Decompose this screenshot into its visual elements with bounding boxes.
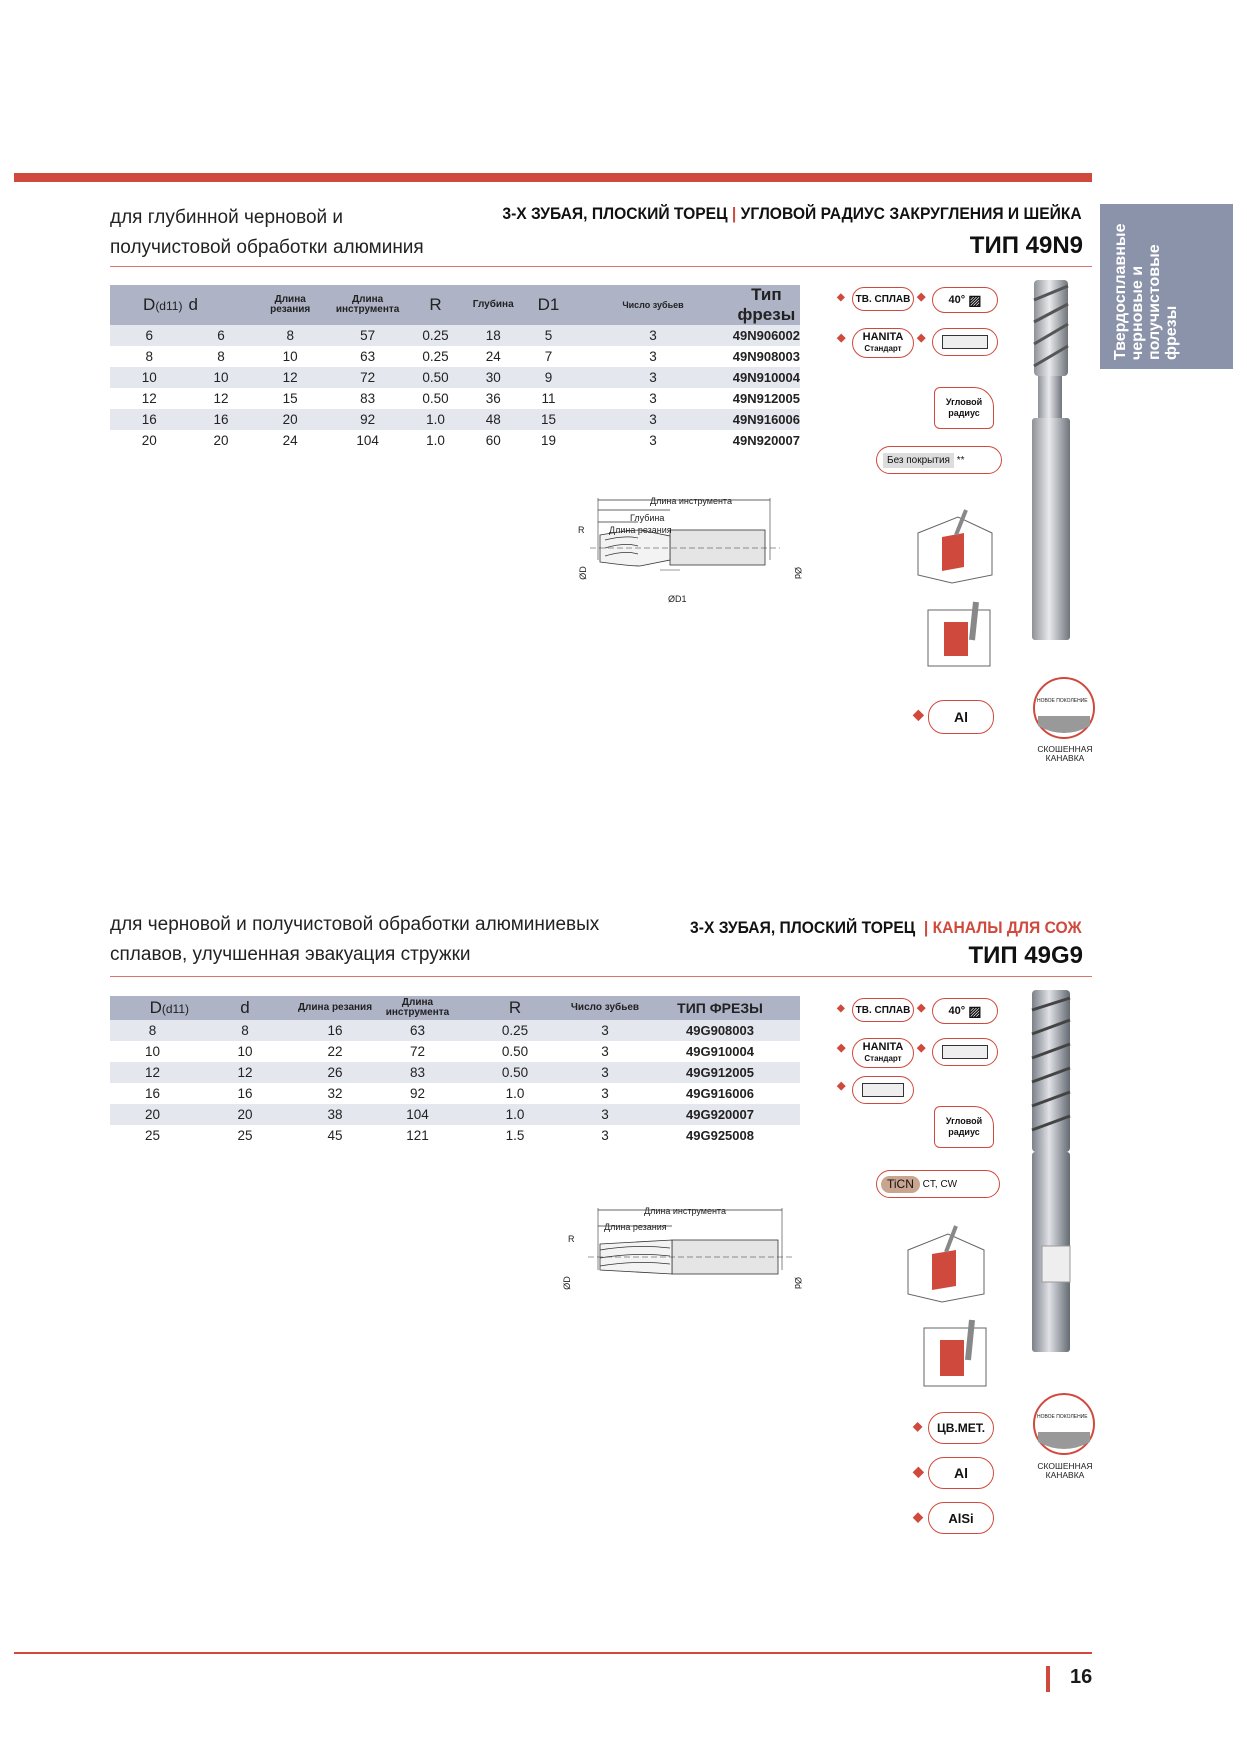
table-cell: 16	[295, 1020, 375, 1041]
product-code-cell: 49N916006	[733, 409, 800, 430]
groove1-top-label: НОВОЕ ПОКОЛЕНИЕ	[1037, 698, 1088, 704]
table-cell: 0.50	[408, 388, 462, 409]
product-code-cell: 49G910004	[640, 1041, 800, 1062]
table-cell: 1.0	[408, 409, 462, 430]
diagram2-len-cut-label: Длина резания	[604, 1222, 667, 1232]
application-icon-1	[908, 505, 996, 585]
section2-table	[110, 996, 800, 1146]
table-cell: 0.25	[408, 325, 462, 346]
section1-rule	[110, 266, 1092, 267]
material-al-badge: ◆ Al	[928, 700, 994, 734]
section2-type-label: ТИП 49G9	[968, 942, 1083, 969]
shank-coolant-badge: ◆	[932, 1038, 998, 1066]
section1-type-label: ТИП 49N9	[969, 232, 1083, 259]
table-cell: 25	[195, 1125, 295, 1146]
diagram2-r-label: R	[568, 1234, 575, 1244]
table-cell: 9	[524, 367, 573, 388]
application-icon-3	[898, 1222, 988, 1304]
table-cell: 83	[327, 388, 408, 409]
section2-heading: 3-Х ЗУБАЯ, ПЛОСКИЙ ТОРЕЦ | КАНАЛЫ ДЛЯ СОЖ	[690, 918, 1082, 937]
table-row	[110, 325, 800, 346]
product-code-cell: 49G912005	[640, 1062, 800, 1083]
table-cell: 10	[195, 1041, 295, 1062]
table-cell: 3	[573, 388, 733, 409]
table-cell: 3	[573, 325, 733, 346]
section1-table-header: D(d11) d Длина резания Длина инструмента R Глубина D1 Число зубьев Тип фрезы	[110, 285, 800, 325]
application-icon-4	[916, 1318, 996, 1392]
table-cell: 8	[110, 346, 188, 367]
table-cell: 57	[327, 325, 408, 346]
table-cell: 12	[195, 1062, 295, 1083]
table-cell: 20	[110, 1104, 195, 1125]
table-cell: 3	[573, 367, 733, 388]
table-cell: 1.0	[460, 1104, 570, 1125]
table-cell: 11	[524, 388, 573, 409]
page-number: 16	[1070, 1666, 1093, 1688]
section1-tool-image	[1020, 280, 1090, 652]
side-tab-text: Твердосплавные черновые и получистовые фрезы	[1112, 223, 1180, 360]
table-cell: 72	[327, 367, 408, 388]
table-cell: 60	[463, 430, 524, 451]
table-cell: 18	[463, 325, 524, 346]
diagram1-r-label: R	[578, 525, 585, 535]
table-cell: 0.50	[460, 1062, 570, 1083]
product-code-cell: 49G925008	[640, 1125, 800, 1146]
table-cell: 7	[524, 346, 573, 367]
table-row	[110, 1041, 800, 1062]
table-cell: 104	[327, 430, 408, 451]
table-cell: 10	[110, 1041, 195, 1062]
table-cell: 8	[195, 1020, 295, 1041]
table-cell: 38	[295, 1104, 375, 1125]
section2-tool-image	[1020, 990, 1090, 1362]
table-cell: 0.50	[408, 367, 462, 388]
table-cell: 20	[110, 430, 188, 451]
table-cell: 1.5	[460, 1125, 570, 1146]
diagram1-len-cut-label: Длина резания	[609, 525, 672, 535]
table-row	[110, 388, 800, 409]
table-cell: 121	[375, 1125, 460, 1146]
table-cell: 12	[188, 388, 253, 409]
table-cell: 16	[110, 1083, 195, 1104]
helix-angle-badge: ◆ 40° ▨	[932, 287, 998, 313]
bottom-accent-bar	[14, 1652, 1092, 1654]
product-code-cell: 49G908003	[640, 1020, 800, 1041]
section1-table	[110, 285, 800, 451]
shank-badge: ◆	[932, 328, 998, 356]
table-cell: 10	[110, 367, 188, 388]
table-row	[110, 409, 800, 430]
table-cell: 3	[573, 346, 733, 367]
shank-badge-2: ◆	[852, 1076, 914, 1104]
table-cell: 3	[570, 1125, 640, 1146]
application-icon-2	[920, 600, 1000, 672]
groove-icon-2	[1032, 1388, 1096, 1458]
table-cell: 30	[463, 367, 524, 388]
groove2-top-label: НОВОЕ ПОКОЛЕНИЕ	[1037, 1414, 1088, 1420]
groove2-caption: СКОШЕННАЯ КАНАВКА	[1037, 1461, 1093, 1480]
section2-table-header: D(d11) d Длина резания Длина инструмента R Число зубьев ТИП ФРЕЗЫ	[110, 996, 800, 1020]
material-alsi-badge: ◆ AlSi	[928, 1502, 994, 1534]
table-cell: 3	[570, 1020, 640, 1041]
table-cell: 1.0	[408, 430, 462, 451]
product-code-cell: 49N910004	[733, 367, 800, 388]
section1-tool-diagram	[570, 490, 810, 605]
groove1-caption: СКОШЕННАЯ КАНАВКА	[1037, 744, 1093, 763]
material-al-badge-2: ◆ Al	[928, 1457, 994, 1489]
diagram2-d-right-label: Ød	[793, 1276, 804, 1290]
material-nonferrous-badge: ◆ ЦВ.МЕТ.	[928, 1412, 994, 1444]
table-cell: 3	[573, 409, 733, 430]
helix-angle-badge-2: ◆ 40° ▨	[932, 998, 998, 1024]
table-cell: 3	[570, 1083, 640, 1104]
coating-badge-2: TiCN CT, CW	[876, 1170, 1000, 1198]
corner-radius-badge: Угловой радиус	[934, 387, 994, 429]
diagram1-depth-label: Глубина	[630, 513, 665, 523]
table-cell: 19	[524, 430, 573, 451]
table-cell: 63	[375, 1020, 460, 1041]
table-cell: 8	[188, 346, 253, 367]
table-cell: 24	[463, 346, 524, 367]
table-cell: 45	[295, 1125, 375, 1146]
table-cell: 63	[327, 346, 408, 367]
table-cell: 15	[254, 388, 327, 409]
table-cell: 20	[188, 430, 253, 451]
table-cell: 20	[254, 409, 327, 430]
table-cell: 48	[463, 409, 524, 430]
diagram1-d-left-label: ØD	[577, 566, 588, 580]
table-cell: 16	[110, 409, 188, 430]
diagram1-d-right-label: Ød	[793, 566, 804, 580]
table-cell: 6	[110, 325, 188, 346]
table-cell: 12	[110, 388, 188, 409]
table-cell: 0.25	[408, 346, 462, 367]
table-cell: 3	[573, 430, 733, 451]
product-code-cell: 49N920007	[733, 430, 800, 451]
table-cell: 83	[375, 1062, 460, 1083]
table-cell: 12	[110, 1062, 195, 1083]
table-cell: 26	[295, 1062, 375, 1083]
table-row	[110, 1125, 800, 1146]
table-cell: 16	[188, 409, 253, 430]
product-code-cell: 49G920007	[640, 1104, 800, 1125]
page-number-marker	[1046, 1666, 1050, 1692]
diagram1-d1-label: ØD1	[668, 594, 687, 604]
table-cell: 24	[254, 430, 327, 451]
table-cell: 5	[524, 325, 573, 346]
table-row	[110, 1104, 800, 1125]
table-cell: 72	[375, 1041, 460, 1062]
table-cell: 22	[295, 1041, 375, 1062]
table-cell: 1.0	[460, 1083, 570, 1104]
table-row	[110, 430, 800, 451]
hanita-badge: ◆ HANITA Стандарт	[852, 328, 914, 358]
side-tab	[1100, 204, 1233, 369]
table-cell: 3	[570, 1104, 640, 1125]
table-cell: 0.25	[460, 1020, 570, 1041]
diagram2-len-tool-label: Длина инструмента	[644, 1206, 726, 1216]
section1-heading: 3-Х ЗУБАЯ, ПЛОСКИЙ ТОРЕЦ | УГЛОВОЙ РАДИУС ЗАКРУГЛЕНИЯ И ШЕЙКА	[502, 204, 1082, 223]
table-cell: 8	[254, 325, 327, 346]
table-row	[110, 367, 800, 388]
section2-rule	[110, 976, 1092, 977]
diagram2-d-left-label: ØD	[561, 1276, 572, 1290]
table-cell: 0.50	[460, 1041, 570, 1062]
table-cell: 10	[254, 346, 327, 367]
table-cell: 25	[110, 1125, 195, 1146]
coating-badge: Без покрытия **	[876, 446, 1002, 474]
section1-subtitle: для глубинной черновой и получистовой обработки алюминия	[110, 207, 424, 258]
table-row	[110, 1062, 800, 1083]
table-cell: 15	[524, 409, 573, 430]
table-row	[110, 1083, 800, 1104]
product-code-cell: 49G916006	[640, 1083, 800, 1104]
table-cell: 36	[463, 388, 524, 409]
table-cell: 3	[570, 1041, 640, 1062]
table-cell: 12	[254, 367, 327, 388]
section2-subtitle: для черновой и получистовой обработки алюминиевых сплавов, улучшенная эвакуация стружки	[110, 914, 600, 965]
hanita-badge-2: ◆ HANITA Стандарт	[852, 1038, 914, 1068]
table-cell: 32	[295, 1083, 375, 1104]
product-code-cell: 49N908003	[733, 346, 800, 367]
carbide-badge-2: ◆ ТВ. СПЛАВ	[852, 998, 914, 1022]
top-accent-bar	[14, 173, 1092, 182]
table-cell: 8	[110, 1020, 195, 1041]
table-cell: 16	[195, 1083, 295, 1104]
product-code-cell: 49N906002	[733, 325, 800, 346]
table-cell: 6	[188, 325, 253, 346]
table-row	[110, 1020, 800, 1041]
carbide-badge: ◆ ТВ. СПЛАВ	[852, 287, 914, 311]
table-row	[110, 346, 800, 367]
diagram1-len-tool-label: Длина инструмента	[650, 496, 732, 506]
table-cell: 10	[188, 367, 253, 388]
table-cell: 92	[375, 1083, 460, 1104]
groove-icon-1	[1032, 672, 1096, 742]
corner-radius-badge-2: Угловой радиус	[934, 1106, 994, 1148]
table-cell: 3	[570, 1062, 640, 1083]
table-cell: 20	[195, 1104, 295, 1125]
product-code-cell: 49N912005	[733, 388, 800, 409]
table-cell: 104	[375, 1104, 460, 1125]
table-cell: 92	[327, 409, 408, 430]
